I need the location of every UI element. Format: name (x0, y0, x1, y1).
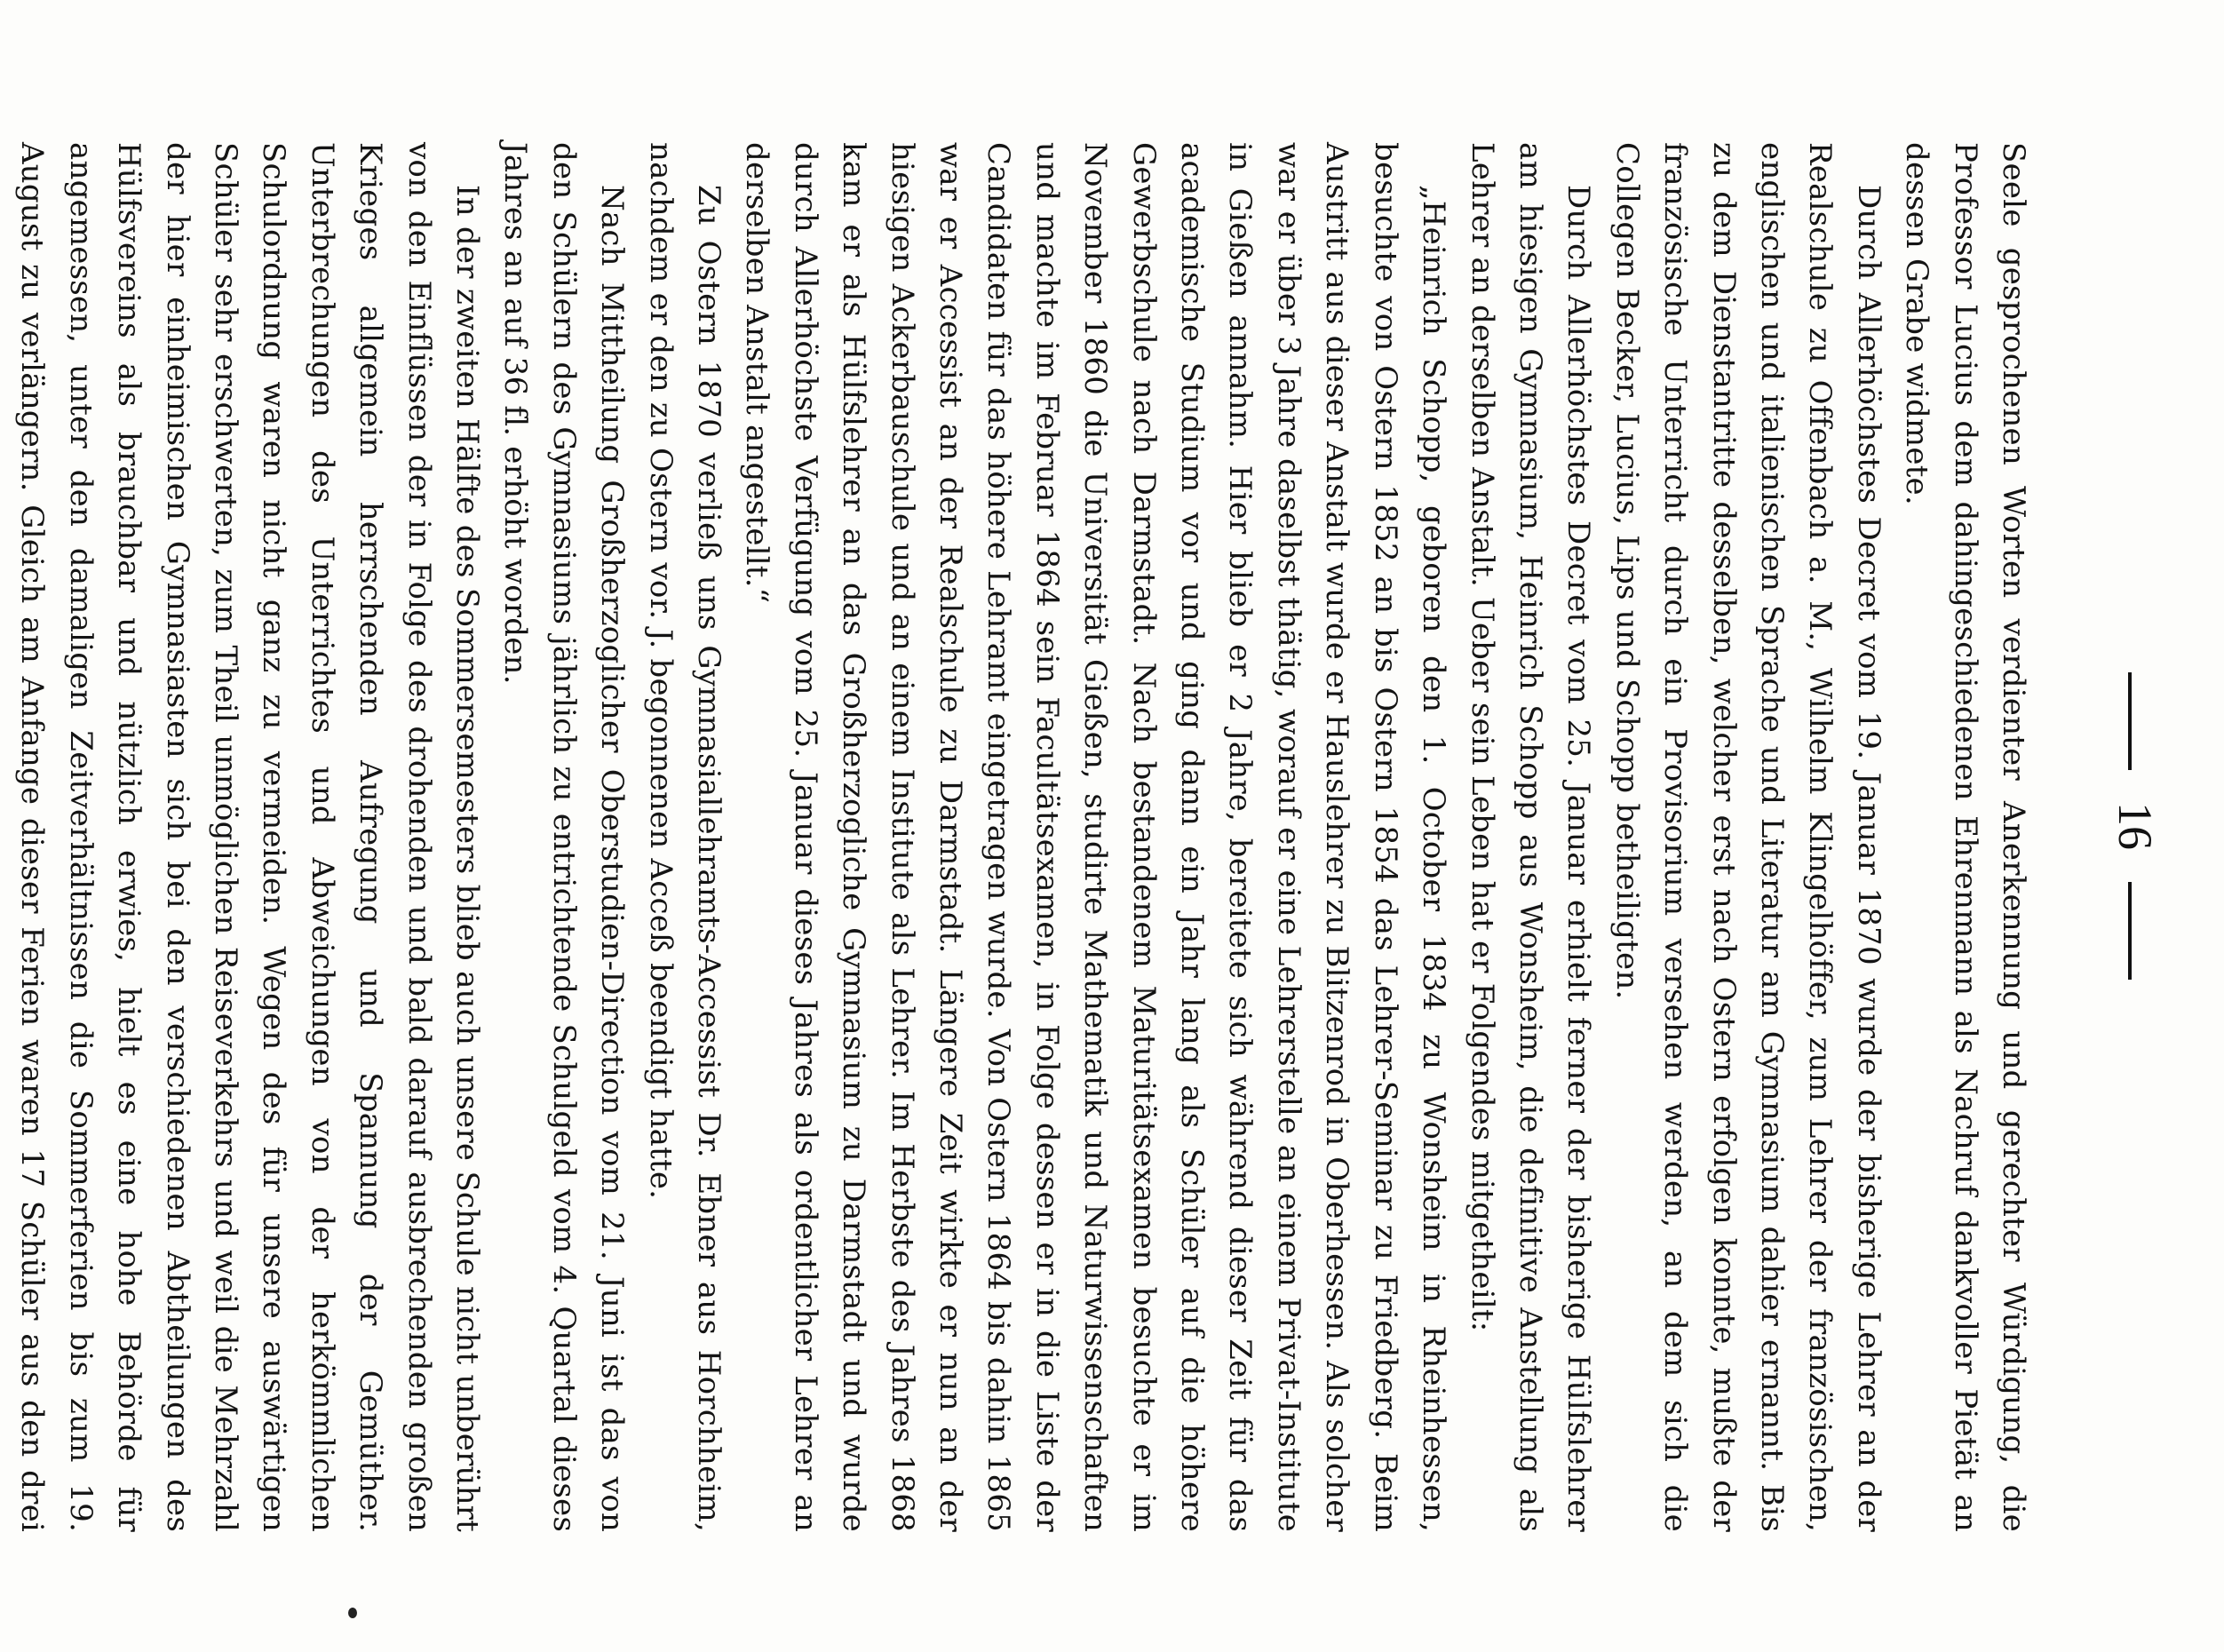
paragraph: Zu Ostern 1870 verließ uns Gymnasiallehramts-Accessist Dr. Ebner aus Horchheim, nachdem er den zu Ostern vor. J. begonnenen Acceß beendigt hatte. (642, 142, 727, 1532)
folio-rule-left (2128, 672, 2132, 770)
paragraph: Durch Allerhöchstes Decret vom 25. Januar erhielt ferner der bisherige Hülfslehrer am hiesigen Gymnasium, Heinrich Schopp aus Wonsheim, die definitive Anstellung als Lehrer an derselben Anstalt. Ueber sein Leben hat er Folgendes mitgetheilt: (1464, 142, 1597, 1532)
ink-spot (348, 1608, 357, 1618)
body-text (0, 142, 2037, 1532)
paragraph: In der zweiten Hälfte des Sommersemesters blieb auch unsere Schule nicht unberührt von den Einflüssen der in Folge des drohenden und bald darauf ausbrechenden großen Krieges allgemein herrschenden Aufregung und Spannung der Gemüther. Unterbrechungen des Unterrichtes und Abweichungen von der herkömmlichen Schulordnung waren nicht ganz zu vermeiden. Wegen des für unsere auswärtigen Schüler sehr erschwerten, zum Theil unmöglichen Reiseverkehrs und weil die Mehrzahl der hier einheimischen Gymnasiasten sich bei den verschiedenen Abtheilungen des Hülfsvereins als brauchbar und nützlich erwies, hielt es eine hohe Behörde für angemessen, unter den damaligen Zeitverhältnissen die Sommerferien bis zum 19. August zu verlängern. Gleich am Anfange dieser Ferien waren 17 Schüler aus den drei (14, 142, 485, 1532)
page-number-text: 16 (2109, 802, 2162, 850)
paragraph: Seele gesprochenen Worten verdienter Anerkennung und gerechter Würdigung, die Professor Lucius dem dahingeschiedenen Ehrenmann als Nachruf dankvoller Pietät an dessen Grabe widmete. (1899, 142, 2031, 1532)
page-number (2109, 0, 2162, 1652)
folio-rule-right (2128, 882, 2132, 980)
paragraph: Durch Allerhöchstes Decret vom 19. Januar 1870 wurde der bisherige Lehrer an der Realschule zu Offenbach a. M., Wilhelm Klingelhöffer, zum Lehrer der französischen, englischen und italienischen Sprache und Literatur am Gymnasium dahier ernannt. Bis zu dem Dienstantritte desselben, welcher erst nach Ostern erfolgen konnte, mußte der französische Unterricht durch ein Provisorium versehen werden, an dem sich die Collegen Becker, Lucius, Lips und Schopp betheiligten. (1608, 142, 1886, 1532)
paragraph: „Heinrich Schopp, geboren den 1. October 1834 zu Wonsheim in Rheinhessen, besuchte von Ostern 1852 an bis Ostern 1854 das Lehrer-Seminar zu Friedberg. Beim Austritt aus dieser Anstalt wurde er Hauslehrer zu Blitzenrod in Oberhessen. Als solcher war er über 3 Jahre daselbst thätig, worauf er eine Lehrerstelle an einem Privat-Institute in Gießen annahm. Hier blieb er 2 Jahre, bereitete sich während dieser Zeit für das academische Studium vor und ging dann ein Jahr lang als Schüler auf die höhere Gewerbschule nach Darmstadt. Nach bestandenem Maturitätsexamen besuchte er im November 1860 die Universität Gießen, studirte Mathematik und Naturwissenschaften und machte im Februar 1864 sein Facultätsexamen, in Folge dessen er in die Liste der Candidaten für das höhere Lehramt eingetragen wurde. Von Ostern 1864 bis dahin 1865 war er Accessist an der Realschule zu Darmstadt. Längere Zeit wirkte er nun an der hiesigen Ackerbauschule und an einem Institute als Lehrer. Im Herbste des Jahres 1868 kam er als Hülfslehrer an das Großherzogliche Gymnasium zu Darmstadt und wurde durch Allerhöchste Verfügung vom 25. Januar dieses Jahres als ordentlicher Lehrer an derselben Anstalt angestellt.“ (739, 142, 1452, 1532)
paragraph: Nach Mittheilung Großherzoglicher Oberstudien-Direction vom 21. Juni ist das von den Schülern des Gymnasiums jährlich zu entrichtende Schulgeld vom 4. Quartal dieses Jahres an auf 36 fl. erhöht worden. (497, 142, 631, 1532)
